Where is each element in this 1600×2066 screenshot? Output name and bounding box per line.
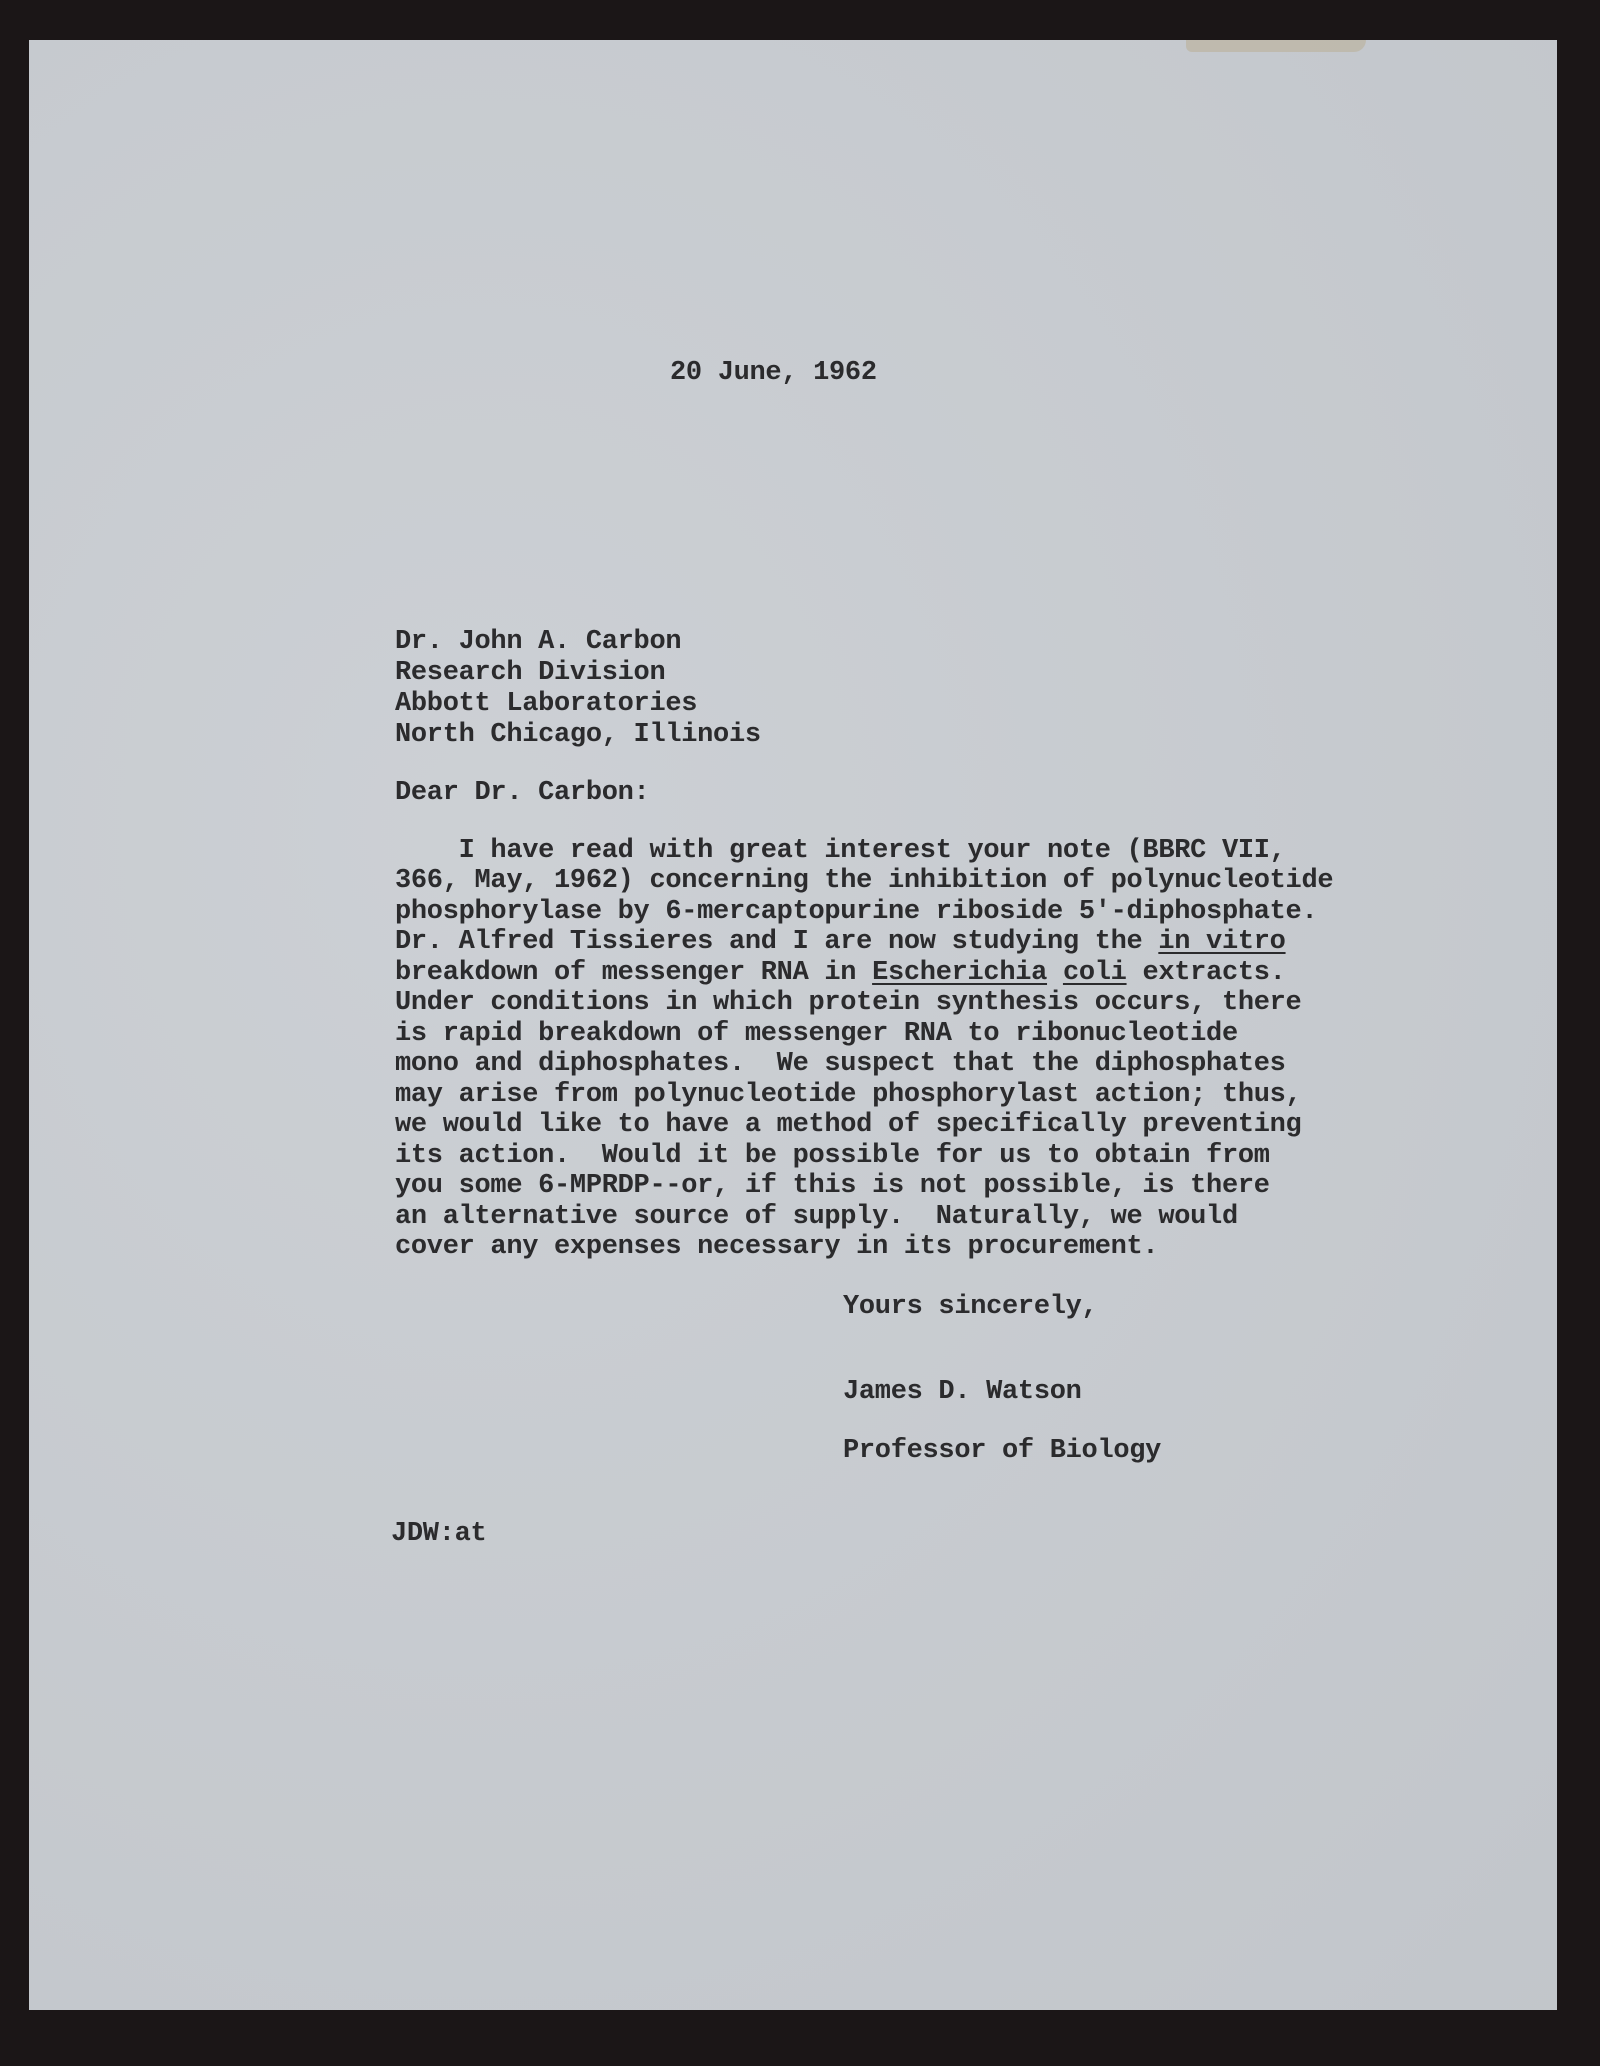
tape-strip [1186,40,1366,52]
body-line [395,927,1286,958]
address-line: Research Division [395,658,666,688]
body-line: 366, May, 1962) concerning the inhibition of polynucleotide [395,866,1334,896]
body-line: Under conditions in which protein synthesis occurs, there [395,988,1302,1018]
address-line: Dr. John A. Carbon [395,627,682,657]
salutation: Dear Dr. Carbon: [395,778,650,808]
body-line [395,958,1286,989]
address-line: North Chicago, Illinois [395,720,761,750]
letter-date: 20 June, 1962 [670,358,877,388]
body-text: extracts. [1126,958,1286,988]
underlined-term: in vitro [1158,927,1286,957]
body-line: its action. Would it be possible for us to obtain from [395,1141,1270,1171]
body-line: I have read with great interest your note (BBRC VII, [395,836,1286,866]
typist-initials: JDW:at [391,1519,487,1549]
body-text: Dr. Alfred Tissieres and I are now studying the [395,927,1159,957]
closing: Yours sincerely, [843,1292,1098,1322]
body-line: mono and diphosphates. We suspect that the diphosphates [395,1049,1286,1079]
body-line: cover any expenses necessary in its procurement. [395,1232,1159,1262]
underlined-term: coli [1062,958,1127,988]
body-line: you some 6-MPRDP--or, if this is not possible, is there [395,1171,1270,1201]
underlined-term: Escherichia [872,958,1048,988]
signer-title: Professor of Biology [843,1436,1162,1466]
address-line: Abbott Laboratories [395,689,698,719]
body-line: may arise from polynucleotide phosphorylast action; thus, [395,1080,1302,1110]
body-line: phosphorylase by 6-mercaptopurine riboside 5'-diphosphate. [395,897,1318,927]
body-line: is rapid breakdown of messenger RNA to ribonucleotide [395,1019,1238,1049]
signer-name: James D. Watson [843,1377,1082,1407]
body-line: we would like to have a method of specifically preventing [395,1110,1302,1140]
body-text: breakdown of messenger RNA in [395,958,873,988]
body-line: an alternative source of supply. Naturally, we would [395,1202,1238,1232]
